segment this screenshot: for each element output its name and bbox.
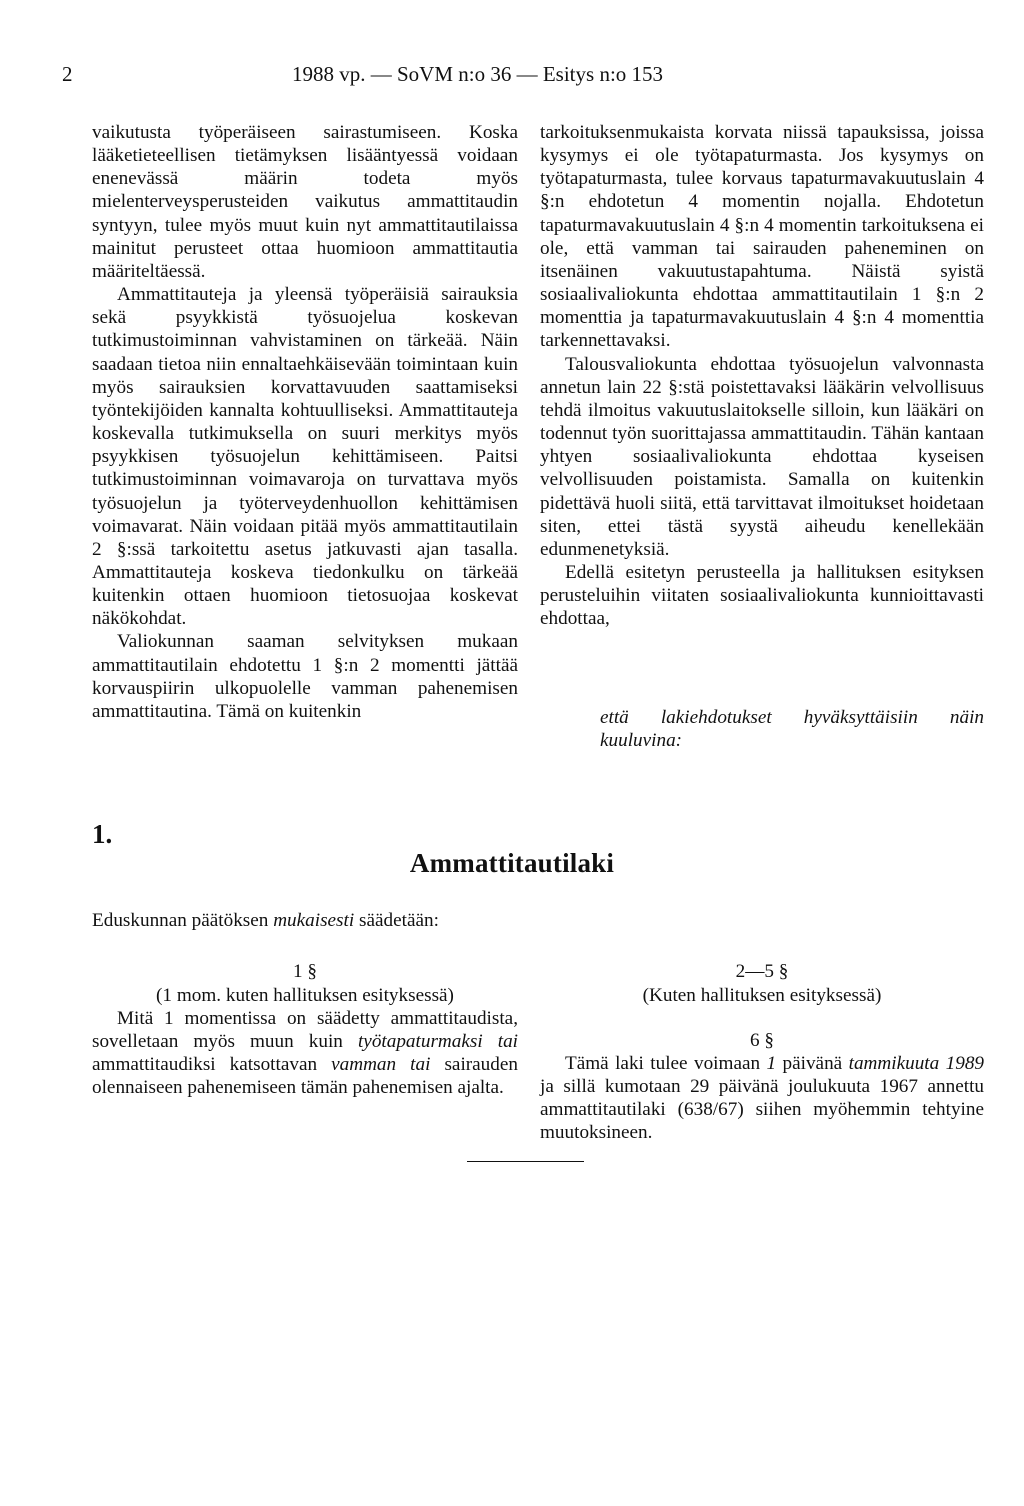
text-run: ammattitaudiksi katsottavan [92, 1054, 332, 1076]
text-run-italic: 1 [766, 1053, 777, 1074]
paragraph: Ammattitauteja ja yleensä työperäisiä sairauksia sekä psyykkistä työsuojelua koskevan tutkimustoiminnan vahvistaminen on tärkeää. Näin saadaan tietoa niin ennaltaehkäisevään toimintaan kuin myös sairauksien korvattavuuden saattamiseksi työntekijöiden kannalta kohtuulliseksi. Ammattitauteja koskevalla tutkimuksella on suuri merkitys myös psyykkisen työsuojelun kehittämiseen. Paitsi tutkimustoiminnan voimavaroja on turvattava myös työsuojelun ja työterveydenhuollon kehittämisen voimavarat. Näin voidaan pitää myös ammattitautilain 2 §:ssä tarkoitettu asetus jatkuvasti ajan tasalla. Ammattitauteja koskeva tiedonkulku on tärkeää kuitenkin ottaen huomioon tietosuojaa koskevat näkökohdat. [92, 284, 518, 630]
text-run-italic: tammikuuta 1989 [848, 1053, 985, 1074]
section-2-5-heading: 2—5 § [735, 961, 789, 982]
section-6-heading: 6 § [750, 1030, 774, 1051]
end-rule [467, 1161, 584, 1162]
paragraph: Edellä esitetyn perusteella ja hallituksen esityksen perusteluihin viitaten sosiaalivaliokunta kunnioittavasti ehdottaa, [540, 561, 984, 630]
left-column [92, 121, 518, 723]
paragraph: vaikutusta työperäiseen sairastumiseen. Koska lääketieteellisen tietämyksen lisääntyessä voidaan enenevässä määrin todeta myös mielenterveysperusteiden vaikutus ammattitaudin syntyyn, tulee myös muut kuin nyt ammattitautilaissa mainitut perusteet ottaa huomioon ammattitautia määriteltäessä. [92, 122, 518, 282]
section-1-note: (1 mom. kuten hallituksen esityksessä) [156, 985, 454, 1006]
section-2-5-note: (Kuten hallituksen esityksessä) [642, 985, 882, 1006]
page-number: 2 [62, 62, 73, 86]
paragraph: tarkoituksenmukaista korvata niissä tapauksissa, joissa kysymys ei ole työtapaturmasta. Jos kysymys on työtapaturmasta, tulee korvaus tapaturmavakuutuslain 4 §:n ehdotetun 4 momentin nojalla. Ehdotetun tapaturmavakuutuslain 4 §:n 4 momentin tarkoituksena ei ole, että vamman tai sairauden paheneminen on itsenäinen vakuutustapahtuma. Näistä syistä sosiaalivaliokunta ehdottaa ammattitautilain 1 §:n 2 momenttia ja tapaturmavakuutuslain 4 §:n 4 momenttia tarkennettavaksi. [540, 122, 984, 352]
law-number: 1. [92, 819, 113, 849]
paragraph: Valiokunnan saaman selvityksen mukaan ammattitautilain ehdotettu 1 §:n 2 momentti jättää korvauspiirin ulkopuolelle vamman pahenemisen ammattitautina. Tämä on kuitenkin [92, 631, 518, 722]
enact-text: säädetään: [354, 910, 439, 931]
text-run: Tämä laki tulee voimaan [565, 1053, 767, 1074]
right-column [540, 121, 984, 630]
text-run-italic: vamman tai [331, 1054, 431, 1076]
paragraph: Talousvaliokunta ehdottaa työsuojelun valvonnasta annetun lain 22 §:stä poistettavaksi lääkärin velvollisuus tehdä ilmoitus vakuutuslaitokselle silloin, kun lääkäri on todennut työn suorittajassa ammattitaudin. Tähän kantaan yhtyen sosiaalivaliokunta ehdottaa kyseisen velvollisuuden poistamista. Samalla on kuitenkin pidettävä huoli siitä, että tarvittavat ilmoitukset hoidetaan siten, ettei tästä syystä aiheudu kenellekään edunmenetyksiä. [540, 353, 984, 560]
text-run-italic: työtapaturmaksi tai [357, 1031, 518, 1053]
text-run: ja sillä kumotaan 29 päivänä joulukuuta 1967 annettu ammattitautilaki (638/67) siihen myöhemmin tehtyine muutoksineen. [540, 1076, 984, 1144]
text-run: Mitä 1 momentissa on säädetty ammattitaudista, sovelletaan myös muun kuin [92, 1008, 518, 1053]
enact-italic: mukaisesti [273, 910, 355, 931]
text-run: päivänä [776, 1053, 849, 1074]
section-1-text [92, 1007, 518, 1100]
law-title: Ammattitautilaki [409, 848, 615, 878]
section-1-heading: 1 § [293, 961, 317, 982]
section-6-text [540, 1052, 984, 1145]
enact-text: Eduskunnan päätöksen [92, 910, 274, 931]
enactment-clause [92, 910, 439, 932]
page-header [0, 62, 1024, 92]
text-run: sairauden olennaiseen pahenemiseen tämän pahenemisen ajalta. [92, 1054, 518, 1099]
running-head: 1988 vp. — SoVM n:o 36 — Esitys n:o 153 [292, 62, 664, 86]
motion-text: että lakiehdotukset hyväksyttäisiin näin kuuluvina: [600, 707, 984, 752]
